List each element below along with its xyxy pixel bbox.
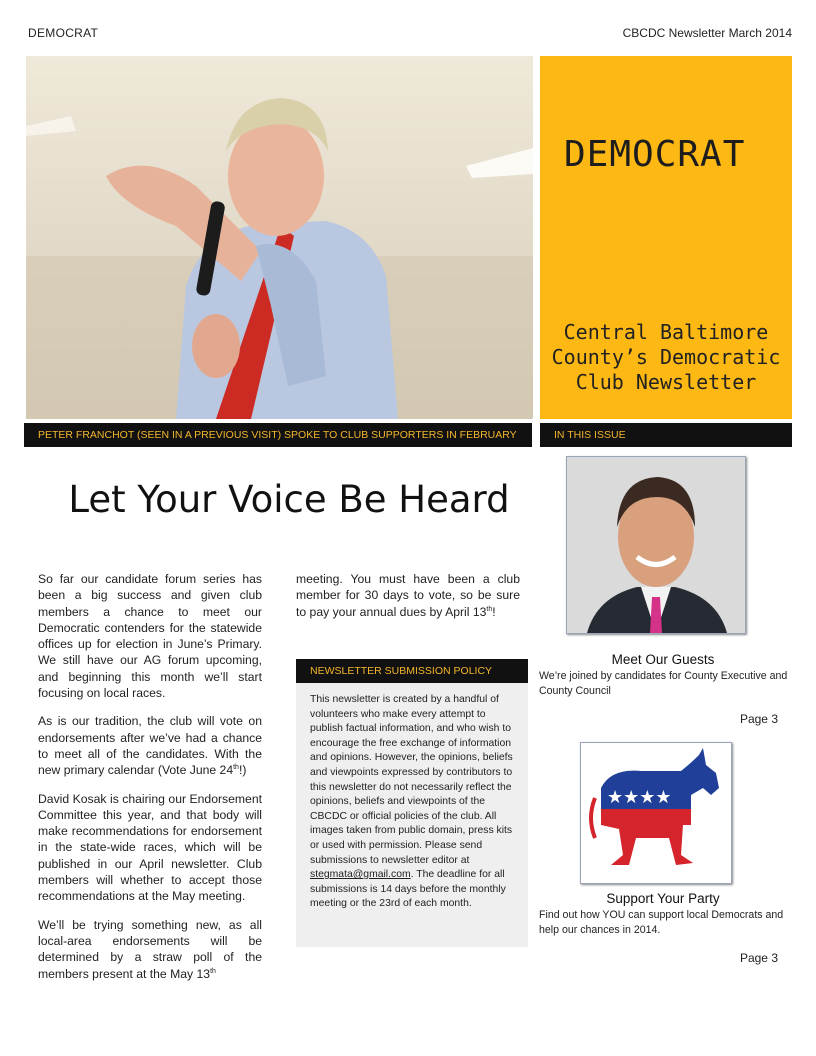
editor-email-link[interactable]: stegmata@gmail.com	[310, 869, 411, 881]
masthead-subtitle-line: Club Newsletter	[575, 370, 757, 394]
meet-guests-title: Meet Our Guests	[611, 652, 715, 667]
running-header-left: DEMOCRAT	[28, 26, 99, 40]
article-column-1	[38, 571, 262, 994]
article-paragraph: As is our tradition, the club will vote on endorsements after we’ve had a chance to meet all of the candidates. With the new primary calendar (Vote June 24th!)	[38, 714, 262, 778]
submission-policy-box	[296, 659, 528, 947]
masthead-subtitle-line: Central Baltimore	[563, 320, 769, 344]
speaker-photo	[26, 56, 533, 419]
article-column-2: meeting. You must have been a club member for 30 days to vote, so be sure to pay your annual dues by April 13th!	[296, 572, 520, 619]
meet-guests-page-ref[interactable]: Page 3	[739, 712, 778, 726]
masthead-subtitle-line: County’s Democratic	[551, 345, 781, 369]
in-this-issue-heading: IN THIS ISSUE	[540, 423, 792, 447]
svg-text:★★★★: ★★★★	[607, 787, 672, 808]
cover-panel	[540, 56, 792, 419]
guest-photo	[566, 456, 746, 634]
photo-caption: PETER FRANCHOT (SEEN IN A PREVIOUS VISIT) SPOKE TO CLUB SUPPORTERS IN FEBRUARY	[24, 423, 532, 447]
support-party-title: Support Your Party	[606, 891, 720, 906]
support-party-text: Find out how YOU can support local Democrats and help our chances in 2014.	[539, 909, 784, 936]
submission-policy-heading: NEWSLETTER SUBMISSION POLICY	[296, 659, 528, 683]
article-paragraph: We’ll be trying something new, as all local-area endorsements will be determined by a straw poll of the members present at the May 13th	[38, 917, 262, 981]
article-paragraph: So far our candidate forum series has been a big success and given club members a chance to meet our Democratic contenders for the statewide offices up for election in June’s Primary. We still have our AG forum upcoming, and beginning this month we’ll start focusing on local races.	[38, 572, 262, 701]
meet-guests-text: We’re joined by candidates for County Executive and County Council	[539, 670, 788, 697]
support-party-page-ref[interactable]: Page 3	[739, 951, 778, 965]
masthead-subtitle	[540, 320, 792, 395]
democratic-donkey-logo	[580, 742, 732, 884]
masthead-title: DEMOCRAT	[564, 134, 746, 175]
submission-policy-text: This newsletter is created by a handful of volunteers who make every attempt to publish factual information, and who wish to encourage the free exchange of information and opinions. However, the opinions, beliefs and viewpoints expressed by contributors to this newsletter do not necessarily reflect the opinions, beliefs and viewpoints of the CBCDC or official policies of the club. All images taken from public domain, press kits or used with permission. Please send submissions to newsletter editor at stegmata@gmail.com. The deadline for all submissions is 14 days before the monthly meeting or the 23rd of each month.	[310, 694, 513, 910]
article-headline: Let Your Voice Be Heard	[68, 478, 510, 521]
article-paragraph: David Kosak is chairing our Endorsement Committee this year, and that body will make recommendations for endorsement in the state-wide races, which will be published in our April newsletter. Club members will whether to accept those recommendations at the May meeting.	[38, 791, 262, 904]
running-header-right: CBCDC Newsletter March 2014	[622, 26, 792, 40]
